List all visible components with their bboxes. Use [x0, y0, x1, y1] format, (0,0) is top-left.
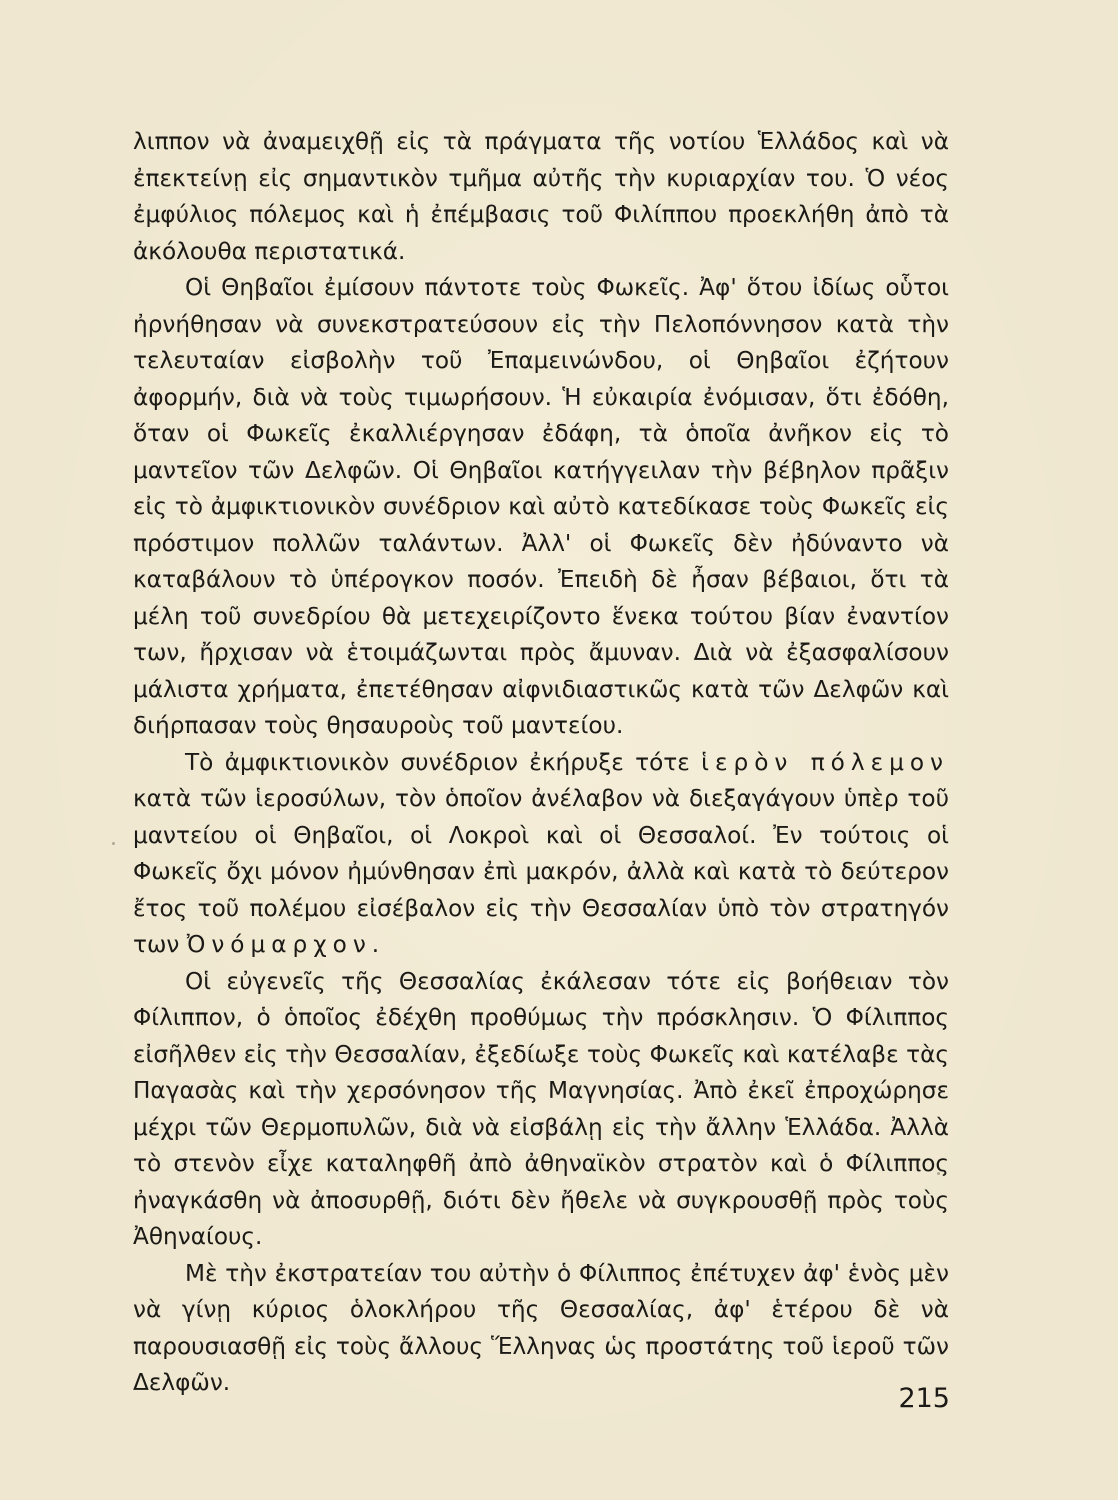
onomarchus-emphasis: Ὀνόμαρχον	[186, 931, 372, 958]
body-text	[133, 124, 949, 1402]
paragraph-continuation: λιππον νὰ ἀναμειχθῇ εἰς τὰ πράγματα τῆς νοτίου Ἑλλάδος καὶ νὰ ἐπεκτείνῃ εἰς σημαντικὸν τμῆμα αὐτῆς τὴν κυριαρχίαν του. Ὁ νέος ἐμφύλιος πόλεμος καὶ ἡ ἐπέμβασις τοῦ Φιλίππου προεκλήθη ἀπὸ τὰ ἀκόλουθα περιστατικά.	[133, 128, 949, 265]
paragraph-campaign-result: Μὲ τὴν ἐκστρατείαν του αὐτὴν ὁ Φίλιππος ἐπέτυχεν ἀφ' ἑνὸς μὲν νὰ γίνῃ κύριος ὁλοκλήρου τῆς Θεσσαλίας, ἀφ' ἑτέρου δὲ νὰ παρουσιασθῇ εἰς τοὺς ἄλλους Ἕλληνας ὡς προστάτης τοῦ ἱεροῦ τῶν Δελφῶν.	[133, 1259, 949, 1396]
paragraph-philip-thessaly: Οἱ εὐγενεῖς τῆς Θεσσαλίας ἐκάλεσαν τότε εἰς βοήθειαν τὸν Φίλιππον, ὁ ὁποῖος ἐδέχθη προθύμως τὴν πρόσκλησιν. Ὁ Φίλιππος εἰσῆλθεν εἰς τὴν Θεσσαλίαν, ἐξεδίωξε τοὺς Φωκεῖς καὶ κατέλαβε τὰς Παγασὰς καὶ τὴν χερσόνησον τῆς Μαγνησίας. Ἀπὸ ἐκεῖ ἐπροχώρησε μέχρι τῶν Θερμοπυλῶν, διὰ νὰ εἰσβάλῃ εἰς τὴν ἄλλην Ἑλλάδα. Ἀλλὰ τὸ στενὸν εἶχε καταληφθῆ ἀπὸ ἀθηναϊκὸν στρατὸν καὶ ὁ Φίλιππος ἠναγκάσθη νὰ ἀποσυρθῇ, διότι δὲν ἤθελε νὰ συγκρουσθῇ πρὸς τοὺς Ἀθηναίους.	[133, 967, 949, 1250]
sacred-war-text-end: .	[371, 931, 380, 958]
paragraph-sacred-war	[133, 745, 949, 964]
sacred-war-text-start: Τὸ ἀμφικτιονικὸν συνέδριον ἐκήρυξε τότε	[185, 748, 702, 776]
paper-speck	[937, 1172, 940, 1175]
paper-speck	[553, 903, 556, 906]
page-number: 215	[898, 1383, 950, 1414]
sacred-war-text-middle: κατὰ τῶν ἱεροσύλων, τὸν ὁποῖον ἀνέλαβον νὰ διεξαγάγουν ὑπὲρ τοῦ μαντείου οἱ Θηβαῖοι, οἱ Λοκροὶ καὶ οἱ Θεσσαλοί. Ἐν τούτοις οἱ Φωκεῖς ὄχι μόνον ἠμύνθησαν ἐπὶ μακρόν, ἀλλὰ καὶ κατὰ τὸ δεύτερον ἔτος τοῦ πολέμου εἰσέβαλον εἰς τὴν Θεσσαλίαν ὑπὸ τὸν στρατηγόν των	[133, 785, 949, 958]
paragraph-thebans-phocians: Οἱ Θηβαῖοι ἐμίσουν πάντοτε τοὺς Φωκεῖς. Ἀφ' ὅτου ἰδίως οὗτοι ἠρνήθησαν νὰ συνεκστρατεύσουν εἰς τὴν Πελοπόννησον κατὰ τὴν τελευταίαν εἰσβολὴν τοῦ Ἐπαμεινώνδου, οἱ Θηβαῖοι ἐζήτουν ἀφορμήν, διὰ νὰ τοὺς τιμωρήσουν. Ἡ εὐκαιρία ἐνόμισαν, ὅτι ἐδόθη, ὅταν οἱ Φωκεῖς ἐκαλλιέργησαν ἐδάφη, τὰ ὁποῖα ἀνῆκον εἰς τὸ μαντεῖον τῶν Δελφῶν. Οἱ Θηβαῖοι κατήγγειλαν τὴν βέβηλον πρᾶξιν εἰς τὸ ἀμφικτιονικὸν συνέδριον καὶ αὐτὸ κατεδίκασε τοὺς Φωκεῖς εἰς πρόστιμον πολλῶν ταλάντων. Ἀλλ' οἱ Φωκεῖς δὲν ἠδύναντο νὰ καταβάλουν τὸ ὑπέρογκον ποσόν. Ἐπειδὴ δὲ ἦσαν βέβαιοι, ὅτι τὰ μέλη τοῦ συνεδρίου θὰ μετεχειρίζοντο ἕνεκα τούτου βίαν ἐναντίον των, ἤρχισαν νὰ ἑτοιμάζωνται πρὸς ἄμυναν. Διὰ νὰ ἐξασφαλίσουν μάλιστα χρήματα, ἐπετέθησαν αἰφνιδιαστικῶς κατὰ τῶν Δελφῶν καὶ διήρπασαν τοὺς θησαυροὺς τοῦ μαντείου.	[133, 274, 949, 739]
paper-speck	[112, 842, 115, 845]
sacred-war-emphasis: ἱερὸν πόλεμον	[701, 748, 949, 776]
